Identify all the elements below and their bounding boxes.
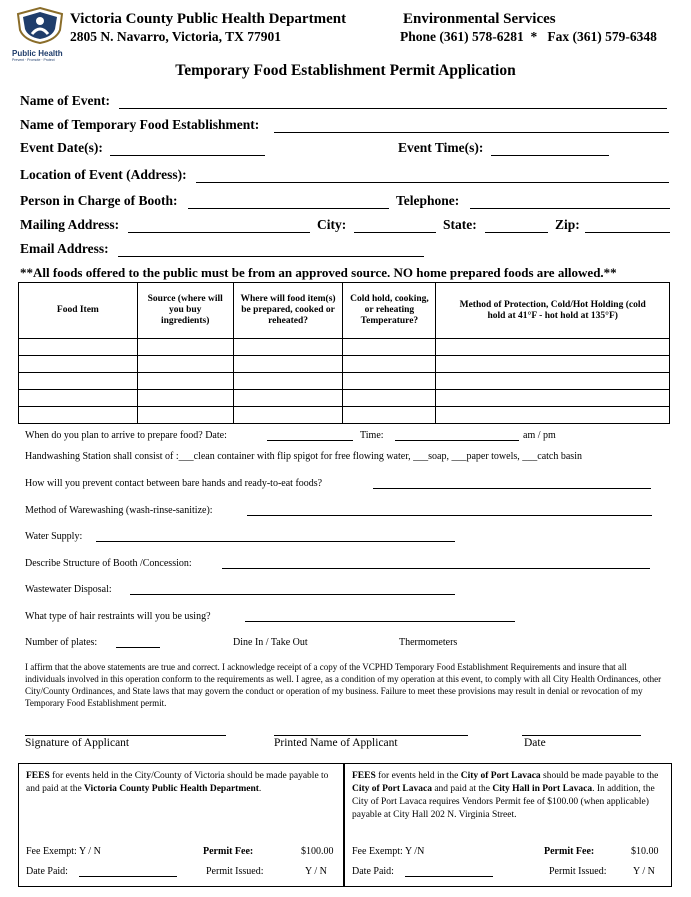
- table-cell[interactable]: [137, 407, 233, 424]
- signature-label: Signature of Applicant: [25, 737, 130, 749]
- victoria-fee-exempt: Fee Exempt: Y / N: [26, 846, 101, 857]
- table-cell[interactable]: [343, 339, 436, 356]
- telephone-label: Telephone:: [396, 193, 460, 208]
- port-lavaca-permit-fee-label: Permit Fee:: [544, 846, 595, 857]
- victoria-permit-issued: Permit Issued:: [206, 866, 264, 877]
- arrive-question: When do you plan to arrive to prepare food? Date:: [25, 430, 227, 441]
- thermometers-label: Thermometers: [399, 637, 458, 648]
- table-cell[interactable]: [19, 339, 138, 356]
- signature-line[interactable]: [25, 724, 226, 736]
- victoria-permit-issued-yn: Y / N: [305, 866, 327, 877]
- mailing-address-field[interactable]: [128, 216, 310, 233]
- telephone-field[interactable]: [470, 192, 670, 209]
- bare-hands-field[interactable]: [373, 476, 651, 489]
- logo-text: Public Health: [12, 49, 63, 58]
- establishment-name-field[interactable]: [274, 116, 669, 133]
- table-cell[interactable]: [343, 373, 436, 390]
- table-row: [19, 407, 670, 424]
- warewashing-field[interactable]: [247, 503, 652, 516]
- state-label: State:: [443, 217, 477, 232]
- table-cell[interactable]: [233, 407, 343, 424]
- event-name-label: Name of Event:: [20, 93, 110, 108]
- wastewater-field[interactable]: [130, 582, 455, 595]
- port-lavaca-date-paid: Date Paid:: [352, 866, 394, 877]
- wastewater-question: Wastewater Disposal:: [25, 584, 112, 595]
- table-cell[interactable]: [137, 373, 233, 390]
- arrive-date-field[interactable]: [267, 428, 353, 441]
- person-in-charge-field[interactable]: [188, 192, 389, 209]
- affirmation-text: I affirm that the above statements are true and correct. I acknowledge receipt of a copy of the VCPHD Temporary Food Establishment Requirements and insure that all individuals involved in this operation conform to the requirements as well. I agree, as a condition of my operation at this event, to comply with all City Health Ordinances, other City/County Ordinances, and State laws that may govern the conduct or operation of my business. Failure to meet these provisions may result in denial or revocation of my Temporary Food Establishment permit.: [25, 662, 662, 708]
- table-row: [19, 390, 670, 407]
- hair-restraints-field[interactable]: [245, 609, 515, 622]
- plates-label: Number of plates:: [25, 637, 98, 648]
- dept-name: Victoria County Public Health Department: [70, 11, 347, 27]
- col-prepared: Where will food item(s) be prepared, cooked or reheated?: [233, 283, 343, 339]
- person-in-charge-label: Person in Charge of Booth:: [20, 193, 178, 208]
- victoria-date-paid-field[interactable]: [79, 864, 177, 877]
- victoria-permit-fee: $100.00: [301, 846, 334, 857]
- table-cell[interactable]: [436, 339, 670, 356]
- table-cell[interactable]: [343, 407, 436, 424]
- table-cell[interactable]: [436, 356, 670, 373]
- location-label: Location of Event (Address):: [20, 167, 187, 182]
- table-cell[interactable]: [19, 356, 138, 373]
- printed-name-label: Printed Name of Applicant: [274, 737, 398, 749]
- city-label: City:: [317, 217, 347, 232]
- water-supply-question: Water Supply:: [25, 531, 83, 542]
- zip-label: Zip:: [555, 217, 580, 232]
- plates-field[interactable]: [116, 635, 160, 648]
- structure-question: Describe Structure of Booth /Concession:: [25, 558, 192, 569]
- port-lavaca-date-paid-field[interactable]: [405, 864, 493, 877]
- table-cell[interactable]: [233, 356, 343, 373]
- logo-tagline: Prevent · Promote · Protect: [12, 58, 55, 62]
- shield-icon: [10, 6, 70, 44]
- event-dates-label: Event Date(s):: [20, 140, 103, 155]
- event-dates-field[interactable]: [110, 139, 265, 156]
- table-cell[interactable]: [137, 356, 233, 373]
- col-temperature: Cold hold, cooking, or reheating Temperature?: [343, 283, 436, 339]
- table-row: [19, 339, 670, 356]
- fees-port-lavaca-box: [344, 763, 672, 887]
- dept-address: 2805 N. Navarro, Victoria, TX 77901: [70, 29, 281, 44]
- table-cell[interactable]: [343, 390, 436, 407]
- printed-name-line[interactable]: [274, 724, 468, 736]
- hair-restraints-question: What type of hair restraints will you be using?: [25, 611, 211, 622]
- table-cell[interactable]: [436, 390, 670, 407]
- location-field[interactable]: [196, 166, 669, 183]
- email-label: Email Address:: [20, 241, 109, 256]
- structure-field[interactable]: [222, 556, 650, 569]
- arrive-time-label: Time:: [360, 430, 384, 441]
- public-health-logo: [10, 6, 70, 62]
- dine-in-take-out: Dine In / Take Out: [233, 637, 308, 648]
- victoria-permit-fee-label: Permit Fee:: [203, 846, 254, 857]
- arrive-time-field[interactable]: [395, 428, 519, 441]
- table-cell[interactable]: [137, 339, 233, 356]
- col-food-item: Food Item: [19, 283, 138, 339]
- col-source: Source (where will you buy ingredients): [137, 283, 233, 339]
- warewashing-question: Method of Warewashing (wash-rinse-sanitize):: [25, 505, 213, 516]
- bare-hands-question: How will you prevent contact between bare hands and ready-to-eat foods?: [25, 478, 323, 489]
- table-cell[interactable]: [19, 390, 138, 407]
- col-method-protection: Method of Protection, Cold/Hot Holding (cold hold at 41°F - hot hold at 135°F): [436, 283, 670, 339]
- table-cell[interactable]: [436, 373, 670, 390]
- table-cell[interactable]: [233, 373, 343, 390]
- fees-port-lavaca-text: FEES for events held in the City of Port Lavaca should be made payable to the City of Port Lavaca and paid at the City Hall in Port Lavaca. In addition, the City of Port Lavaca requires Vendors Permit fee of $100.00 (when applicable) payable at City Hall 202 N. Virginia Street.: [352, 771, 659, 820]
- division-name: Environmental Services: [403, 11, 556, 27]
- table-cell[interactable]: [436, 407, 670, 424]
- port-lavaca-permit-issued-yn: Y / N: [633, 866, 655, 877]
- arrive-ampm: am / pm: [523, 430, 556, 441]
- date-line[interactable]: [522, 724, 641, 736]
- food-table: [18, 282, 670, 424]
- city-field[interactable]: [354, 216, 436, 233]
- port-lavaca-permit-issued: Permit Issued:: [549, 866, 607, 877]
- approved-source-notice: **All foods offered to the public must be from an approved source. NO home prepared foods are allowed.**: [20, 265, 617, 280]
- phone-fax: Phone (361) 578-6281 * Fax (361) 579-6348: [400, 29, 657, 44]
- port-lavaca-permit-fee: $10.00: [631, 846, 659, 857]
- mailing-address-label: Mailing Address:: [20, 217, 120, 232]
- water-supply-field[interactable]: [96, 529, 455, 542]
- zip-field[interactable]: [585, 216, 670, 233]
- victoria-date-paid: Date Paid:: [26, 866, 68, 877]
- table-cell[interactable]: [19, 373, 138, 390]
- table-cell[interactable]: [343, 356, 436, 373]
- page-title: Temporary Food Establishment Permit Application: [175, 62, 516, 79]
- event-name-field[interactable]: [119, 92, 667, 109]
- state-field[interactable]: [485, 216, 548, 233]
- table-cell[interactable]: [19, 407, 138, 424]
- event-time-label: Event Time(s):: [398, 140, 484, 155]
- port-lavaca-fee-exempt: Fee Exempt: Y /N: [352, 846, 425, 857]
- email-field[interactable]: [118, 240, 424, 257]
- table-cell[interactable]: [233, 339, 343, 356]
- date-label: Date: [524, 737, 546, 749]
- event-time-field[interactable]: [491, 139, 609, 156]
- establishment-name-label: Name of Temporary Food Establishment:: [20, 117, 260, 132]
- table-cell[interactable]: [233, 390, 343, 407]
- food-table-header-row: [19, 283, 670, 339]
- fees-victoria-box: [18, 763, 344, 887]
- table-cell[interactable]: [137, 390, 233, 407]
- table-row: [19, 373, 670, 390]
- fees-victoria-text: FEES for events held in the City/County of Victoria should be made payable to and paid at the Victoria County Public Health Department.: [26, 771, 329, 794]
- table-row: [19, 356, 670, 373]
- handwashing-text: Handwashing Station shall consist of :___clean container with flip spigot for free flowing water, ___soap, ___paper towels, ___catch basin: [25, 451, 582, 462]
